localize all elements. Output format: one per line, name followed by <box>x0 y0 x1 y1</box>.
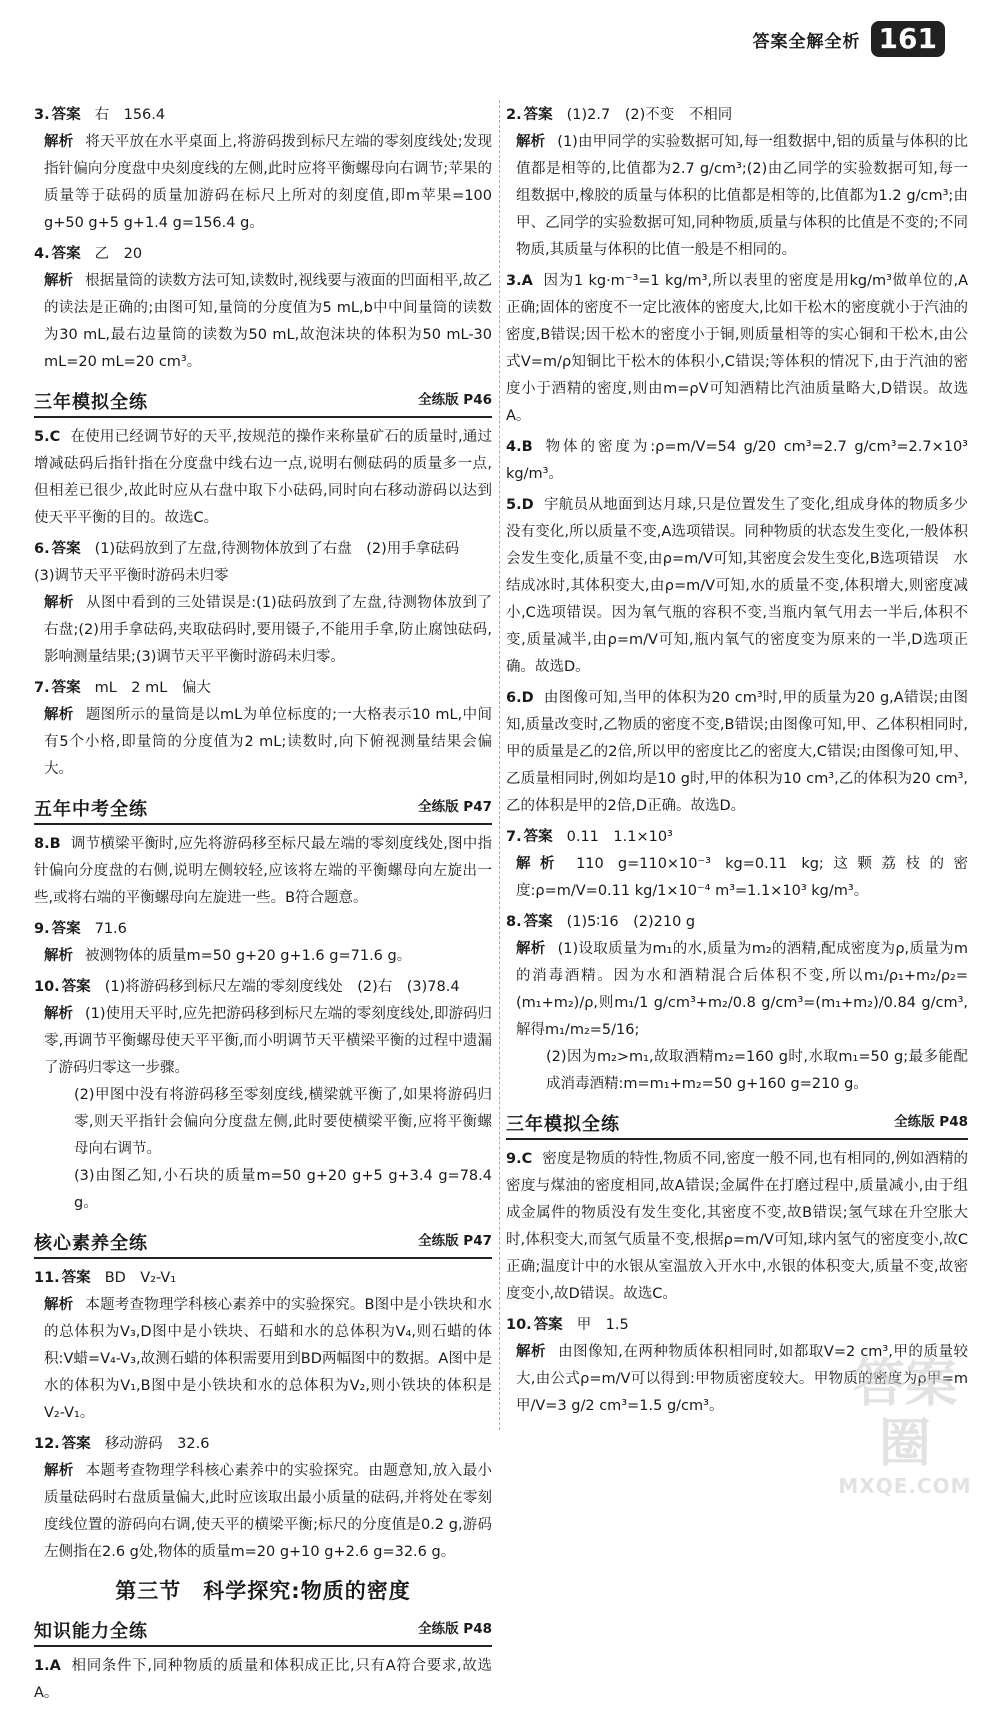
answer-item-3: 3.A 因为1 kg·m⁻³=1 kg/m³,所以表里的密度是用kg/m³做单位的,A正确;固体的密度不一定比液体的密度大,比如干松木的密度就小于汽油的密度,B错误;因干松木的密度小于铜,则质量相等的实心铜和干松木,由公式V=m/ρ知铜比干松木的体积小,C错误;等体积的情况下,由于汽油的密度小于酒精的密度,则由m=ρV可知酒精比汽油质量略大,D错误。故选A。 <box>506 273 968 424</box>
left-column <box>34 102 492 1711</box>
section-header <box>34 1613 492 1647</box>
answer-item-9: 9. 答案 71.6 解析 被测物体的质量m=50 g+20 g+1.6 g=71.6 g。 <box>34 921 412 964</box>
column-divider <box>499 100 500 1430</box>
section-header <box>34 1225 492 1259</box>
answer-item-12: 12. 答案 移动游码 32.6 解析 本题考查物理学科核心素养中的实验探究。由题意知,放入最小质量砝码时右盘质量偏大,此时应该取出最小质量的砝码,并将处在零刻度线位置的游码向右调,使天平的横梁平衡;标尺的分度值是0.2 g,游码左侧指在2.6 g处,物体的质量m=20 g+10 g+2.6 g=32.6 g。 <box>34 1436 493 1560</box>
answer-item-11: 11. 答案 BD V₂-V₁ 解析 本题考查物理学科核心素养中的实验探究。B图中是小铁块和水的总体积为V₃,D图中是小铁块、石蜡和水的总体积为V₄,则石蜡的体积:V蜡=V₄-V₃,故测石蜡的体积需要用到BD两幅图中的数据。A图中是水的体积为V₁,B图中是小铁块和水的总体积为V₂,则小铁块的体积是V₂-V₁。 <box>34 1270 492 1421</box>
watermark-url: MXQE.COM <box>838 1474 972 1498</box>
section-title: 三年模拟全练 <box>34 392 148 413</box>
section-ref: 全练版 P48 <box>418 1621 492 1637</box>
answer-item-5: 5.D 宇航员从地面到达月球,只是位置发生了变化,组成身体的物质多少没有变化,所以质量不变,A选项错误。同种物质的状态发生变化,一般体积会发生变化,质量不变,由ρ=m/V可知,其密度会发生变化,B选项错误 水结成冰时,其体积变大,由ρ=m/V可知,水的质量不变,体积增大,则密度减小,C选项错误。因为氧气瓶的容积不变,当瓶内氧气用去一半后,体积不变,质量减半,由ρ=m/V可知,瓶内氧气的密度变为原来的一半,D选项正确。故选D。 <box>506 497 968 675</box>
section-header <box>506 1106 968 1140</box>
answer-item-7: 7. 答案 mL 2 mL 偏大 解析 题图所示的量筒是以mL为单位标度的;一大格表示10 mL,中间有5个小格,即量筒的分度值为2 mL;读数时,向下俯视测量结果会偏大。 <box>34 680 493 777</box>
answer-item-10: 10. 答案 (1)将游码移到标尺左端的零刻度线处 (2)右 (3)78.4 解析 (1)使用天平时,应先把游码移到标尺左端的零刻度线处,即游码归零,再调节平衡螺母使天平平衡,而小明调节天平横梁平衡的过程中遗漏了游码归零这一步骤。 (2)甲图中没有将游码移至零刻度线,横梁就平衡了,如果将游码归零,则天平指针会偏向分度盘左侧,此时要使横梁平衡,应将平衡螺母向右调节。 (3)由图乙知,小石块的质量m=50 g+20 g+5 g+3.4 g=78.4 g。 <box>34 979 492 1211</box>
section-title: 三年模拟全练 <box>506 1114 620 1135</box>
chapter-title: 第三节 科学探究:物质的密度 <box>115 1579 411 1603</box>
answer-item-2: 2. 答案 (1)2.7 (2)不变 不相同 解析 (1)由甲同学的实验数据可知,每一组数据中,铝的质量与体积的比值都是相等的,比值都为2.7 g/cm³;(2)由乙同学的实验数据可知,每一组数据中,橡胶的质量与体积的比值都是相等的,比值都为1.2 g/cm³;由甲、乙同学的实验数据可知,同种物质,质量与体积的比值是不变的;不同物质,其质量与体积的比值一般是不相同的。 <box>506 107 969 258</box>
answer-item-9: 9.C 密度是物质的特性,物质不同,密度一般不同,也有相同的,例如酒精的密度与煤油的密度相同,故A错误;金属件在打磨过程中,质量减小,由于组成金属件的物质没有发生变化,其密度不变,故B错误;氢气球在升空胀大时,体积变大,而氢气质量不变,根据ρ=m/V可知,球内氢气的密度变小,故C正确;温度计中的水银从室温放入开水中,水银的体积变大,质量不变,故密度变小,故D错误。故选C。 <box>506 1151 968 1302</box>
section-ref: 全练版 P47 <box>418 1233 492 1249</box>
section-ref: 全练版 P48 <box>894 1114 968 1130</box>
answer-item-7: 7. 答案 0.11 1.1×10³ 解析 110 g=110×10⁻³ kg=0.11 kg;这颗荔枝的密度:ρ=m/V=0.11 kg/1×10⁻⁴ m³=1.1×10³ kg/m³。 <box>506 829 969 899</box>
answer-item-3: 3. 答案 右 156.4 解析 将天平放在水平桌面上,将游码拨到标尺左端的零刻度线处;发现指针偏向分度盘中央刻度线的左侧,此时应将平衡螺母向右调节;苹果的质量等于砝码的质量加游码在标尺上所对的刻度值,即m苹果=100 g+50 g+5 g+1.4 g=156.4 g。 <box>34 107 492 231</box>
answer-item-8: 8.B 调节横梁平衡时,应先将游码移至标尺最左端的零刻度线处,图中指针偏向分度盘的右侧,说明左侧较轻,应该将左端的平衡螺母向左旋出一些,或将右端的平衡螺母向左旋进一些。B符合题意。 <box>34 836 492 906</box>
header-title: 答案全解全析 <box>752 31 861 52</box>
answer-item-4: 4.B 物体的密度为:ρ=m/V=54 g/20 cm³=2.7 g/cm³=2.7×10³ kg/m³。 <box>506 439 968 482</box>
answer-item-4: 4. 答案 乙 20 解析 根据量筒的读数方法可知,读数时,视线要与液面的凹面相平,故乙的读法是正确的;由图可知,量筒的分度值为5 mL,b中中间量筒的读数为30 mL,最右边量筒的读数为50 mL,故泡沫块的体积为50 mL-30 mL=20 mL=20 cm³。 <box>34 246 492 370</box>
answer-item-6: 6.D 由图像可知,当甲的体积为20 cm³时,甲的质量为20 g,A错误;由图知,质量改变时,乙物质的密度不变,B错误;由图像可知,甲、乙体积相同时,甲的质量是乙的2倍,所以甲的密度比乙的密度大,C错误;由图像可知,甲、乙质量相同时,例如均是10 g时,甲的体积为10 cm³,乙的体积为20 cm³,乙的体积是甲的2倍,D正确。故选D。 <box>506 690 968 814</box>
page-number: 161 <box>871 21 945 57</box>
section-ref: 全练版 P47 <box>418 799 492 815</box>
answer-item-8: 8. 答案 (1)5∶16 (2)210 g 解析 (1)设取质量为m₁的水,质量为m₂的酒精,配成密度为ρ,质量为m的消毒酒精。因为水和酒精混合后体积不变,所以m₁/ρ₁+m₂/ρ₂=(m₁+m₂)/ρ,则m₁/1 g/cm³+m₂/0.8 g/cm³=(m₁+m₂)/0.84 g/cm³,解得m₁/m₂=5/16; (2)因为m₂>m₁,故取酒精m₂=160 g时,水取m₁=50 g;最多能配成消毒酒精:m=m₁+m₂=50 g+160 g=210 g。 <box>506 914 969 1092</box>
section-header <box>34 384 492 418</box>
watermark-logo-text: 答案圈 <box>852 1354 957 1474</box>
right-column <box>506 102 968 1424</box>
answer-item-5: 5.C 在使用已经调节好的天平,按规范的操作来称量矿石的质量时,通过增减砝码后指针指在分度盘中线右边一点,说明右侧砝码的质量多一点,但相差已很少,故此时应从右盘中取下小砝码,同时向右移动游码以达到使天平平衡的目的。故选C。 <box>34 429 492 526</box>
watermark-logo <box>830 1354 980 1498</box>
section-header <box>34 791 492 825</box>
section-title: 核心素养全练 <box>34 1233 148 1254</box>
section-title: 五年中考全练 <box>34 799 148 820</box>
section-title: 知识能力全练 <box>34 1621 148 1642</box>
answer-item-6: 6. 答案 (1)砝码放到了左盘,待测物体放到了右盘 (2)用手拿砝码 (3)调节天平平衡时游码未归零 解析 从图中看到的三处错误是:(1)砝码放到了左盘,待测物体放到了右盘;(2)用手拿砝码,夹取砝码时,要用镊子,不能用手拿,防止腐蚀砝码,影响测量结果;(3)调节天平平衡时游码未归零。 <box>34 541 492 665</box>
answer-item-1: 1.A 相同条件下,同种物质的质量和体积成正比,只有A符合要求,故选A。 <box>34 1658 492 1701</box>
answer-item-10: 10. 答案 甲 1.5 解析 由图像知,在两种物质体积相同时,如都取V=2 cm³,甲的质量较大,由公式ρ=m/V可以得到:甲物质密度较大。甲物质的密度为ρ甲=m甲/V=3 g/2 cm³=1.5 g/cm³。 <box>506 1317 969 1414</box>
page-header <box>753 0 945 78</box>
section-ref: 全练版 P46 <box>418 392 492 408</box>
